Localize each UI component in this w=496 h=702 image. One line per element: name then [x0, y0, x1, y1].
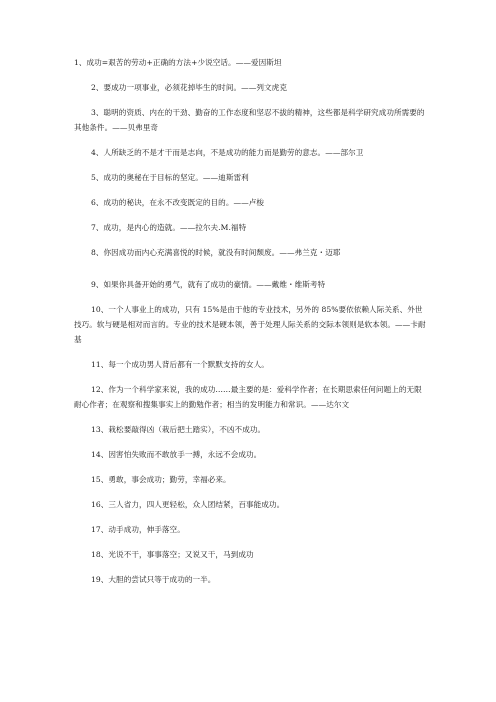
quote-paragraph: 2、要成功一项事业，必须花掉毕生的时间。——列文虎克 [91, 83, 287, 92]
quote-paragraph: 18、光说不干，事事落空；又说又干，马到成功 [91, 550, 254, 559]
quote-paragraph: 5、成功的奥秘在于目标的坚定。——迪斯雷利 [91, 173, 249, 182]
quote-list [74, 55, 426, 587]
quote-paragraph: 1、成功=艰苦的劳动+正确的方法+少说空话。——爱因斯坦 [74, 58, 282, 67]
quote-paragraph: 13、栽松要敲得凶（栽后把土踏实），不凶不成功。 [91, 425, 266, 434]
quote-paragraph: 19、大胆的尝试只等于成功的一半。 [91, 575, 216, 584]
quote-paragraph: 10、一个人事业上的成功，只有 15%是由于他的专业技术，另外的 85%要依依赖人际关系、外世技巧。软与硬是相对而言的。专业的技术是硬本领，善于处理人际关系的交际本领则是软本领。——卡耐基 [74, 305, 426, 344]
quote-paragraph: 11、每一个成功男人背后都有一个默默支持的女人。 [91, 360, 269, 369]
quote-paragraph: 3、聪明的资质、内在的干劲、勤奋的工作态度和坚忍不拔的精神，这些都是科学研究成功所需要的其他条件。——贝弗里奇 [74, 108, 425, 132]
quote-paragraph: 4、人所缺乏的不是才干而是志向，不是成功的能力而是勤劳的意志。——部尔卫 [91, 148, 364, 157]
quote-paragraph: 6、成功的秘诀，在永不改变既定的目的。——卢梭 [91, 198, 265, 207]
quote-paragraph: 8、你因成功而内心充满喜悦的时候，就没有时间颓废。——弗兰克・迈耶 [91, 248, 341, 257]
quote-paragraph: 17、动手成功，伸手落空。 [91, 525, 185, 534]
quote-paragraph: 14、因害怕失败而不敢放手一搏，永远不会成功。 [91, 450, 262, 459]
quote-paragraph: 12、作为一个科学家来说，我的成功……最主要的是：爱科学作者；在长期思索任何问题上的无限耐心作者；在观察和搜集事实上的勤勉作者；相当的发明能力和常识。——达尔文 [74, 385, 422, 409]
quote-paragraph: 15、勇敢，事会成功；勤劳，幸福必来。 [91, 475, 231, 484]
quote-paragraph: 16、三人省力，四人更轻松，众人团结紧，百事能成功。 [91, 500, 285, 509]
quote-paragraph: 7、成功，是内心的造就。——拉尔夫.M.福特 [91, 223, 247, 232]
quote-paragraph: 9、如果你具备开始的勇气，就有了成功的豪情。——戴维・维斯考特 [91, 280, 326, 289]
